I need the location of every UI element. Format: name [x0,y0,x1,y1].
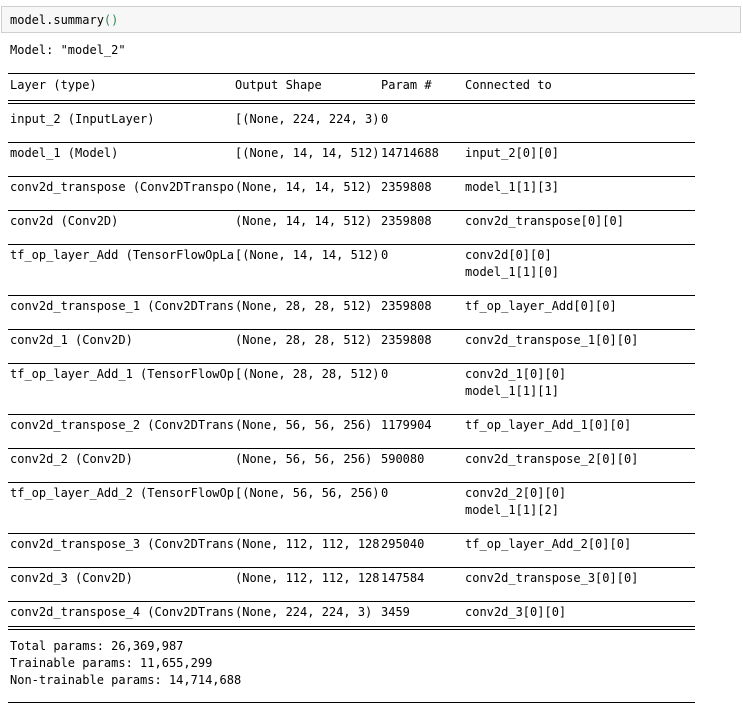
row-connected: conv2d_2[0][0] [465,486,567,500]
row-layer: conv2d_transpose_4 (Conv2DTrans [10,605,234,619]
row-layer: tf_op_layer_Add (TensorFlowOpLa [10,248,234,262]
row-layer: conv2d_2 (Conv2D) [10,452,133,466]
row-params: 2359808 [381,299,432,313]
row-connected: conv2d[0][0] [465,248,552,262]
header-params: Param # [381,78,432,92]
row-params: 2359808 [381,214,432,228]
row-separator [8,210,695,211]
row-params: 0 [381,486,389,500]
row-output-shape: (None, 224, 224, 3) [235,605,373,619]
row-connected: conv2d_transpose_2[0][0] [465,452,639,466]
row-connected-second: model_1[1][0] [465,265,559,279]
row-output-shape: (None, 56, 56, 256) [235,452,373,466]
table-top-rule [8,73,695,74]
row-output-shape: [(None, 28, 28, 512) [235,367,380,381]
row-layer: conv2d_1 (Conv2D) [10,333,133,347]
row-separator [8,601,695,602]
row-connected: tf_op_layer_Add_1[0][0] [465,418,632,432]
row-connected: conv2d_3[0][0] [465,605,567,619]
row-params: 147584 [381,571,425,585]
row-connected-second: model_1[1][1] [465,384,559,398]
row-connected: model_1[1][3] [465,180,559,194]
row-separator [8,482,695,483]
row-output-shape: (None, 112, 112, 128 [235,537,380,551]
code-parens: () [103,13,119,27]
row-output-shape: (None, 112, 112, 128 [235,571,380,585]
row-layer: conv2d_3 (Conv2D) [10,571,133,585]
row-params: 590080 [381,452,425,466]
header-double-rule-b [8,103,695,104]
row-separator [8,244,695,245]
row-layer: conv2d_transpose_3 (Conv2DTrans [10,537,234,551]
row-output-shape: (None, 14, 14, 512) [235,180,373,194]
row-output-shape: (None, 28, 28, 512) [235,333,373,347]
row-separator [8,567,695,568]
total-params: Total params: 26,369,987 [10,639,184,653]
code-text [10,13,118,27]
row-output-shape: [(None, 56, 56, 256) [235,486,380,500]
row-separator [8,448,695,449]
row-params: 2359808 [381,333,432,347]
row-params: 14714688 [381,146,439,160]
row-layer: input_2 (InputLayer) [10,112,155,126]
row-separator [8,363,695,364]
code-input-cell[interactable] [1,6,741,33]
row-connected: conv2d_1[0][0] [465,367,567,381]
row-connected-second: model_1[1][2] [465,503,559,517]
code-call: model.summary [10,13,104,27]
row-layer: conv2d_transpose (Conv2DTranspo [10,180,234,194]
row-connected: conv2d_transpose[0][0] [465,214,624,228]
row-connected: input_2[0][0] [465,146,559,160]
row-layer: tf_op_layer_Add_2 (TensorFlowOp [10,486,234,500]
row-params: 295040 [381,537,425,551]
header-layer: Layer (type) [10,78,97,92]
row-layer: model_1 (Model) [10,146,119,160]
row-output-shape: (None, 56, 56, 256) [235,418,373,432]
table-bottom-rule [8,702,695,703]
row-layer: tf_op_layer_Add_1 (TensorFlowOp [10,367,234,381]
row-separator [8,295,695,296]
row-separator [8,414,695,415]
totals-double-rule-a [8,626,695,627]
row-output-shape: (None, 14, 14, 512) [235,214,373,228]
row-separator [8,533,695,534]
row-separator [8,329,695,330]
row-connected: conv2d_transpose_3[0][0] [465,571,639,585]
header-double-rule-a [8,100,695,101]
row-params: 0 [381,112,389,126]
row-connected: tf_op_layer_Add[0][0] [465,299,617,313]
totals-double-rule-b [8,629,695,630]
row-output-shape: [(None, 224, 224, 3) [235,112,380,126]
row-params: 0 [381,248,389,262]
row-params: 1179904 [381,418,432,432]
row-output-shape: [(None, 14, 14, 512) [235,146,380,160]
header-output-shape: Output Shape [235,78,322,92]
row-layer: conv2d (Conv2D) [10,214,119,228]
trainable-params: Trainable params: 11,655,299 [10,656,213,670]
row-params: 3459 [381,605,410,619]
row-layer: conv2d_transpose_2 (Conv2DTrans [10,418,234,432]
row-separator [8,142,695,143]
row-connected: conv2d_transpose_1[0][0] [465,333,639,347]
row-params: 2359808 [381,180,432,194]
header-connected: Connected to [465,78,552,92]
row-connected: tf_op_layer_Add_2[0][0] [465,537,632,551]
row-layer: conv2d_transpose_1 (Conv2DTrans [10,299,234,313]
non-trainable-params: Non-trainable params: 14,714,688 [10,673,242,687]
model-name-line: Model: "model_2" [10,43,126,57]
row-params: 0 [381,367,389,381]
row-output-shape: [(None, 14, 14, 512) [235,248,380,262]
row-separator [8,176,695,177]
row-output-shape: (None, 28, 28, 512) [235,299,373,313]
